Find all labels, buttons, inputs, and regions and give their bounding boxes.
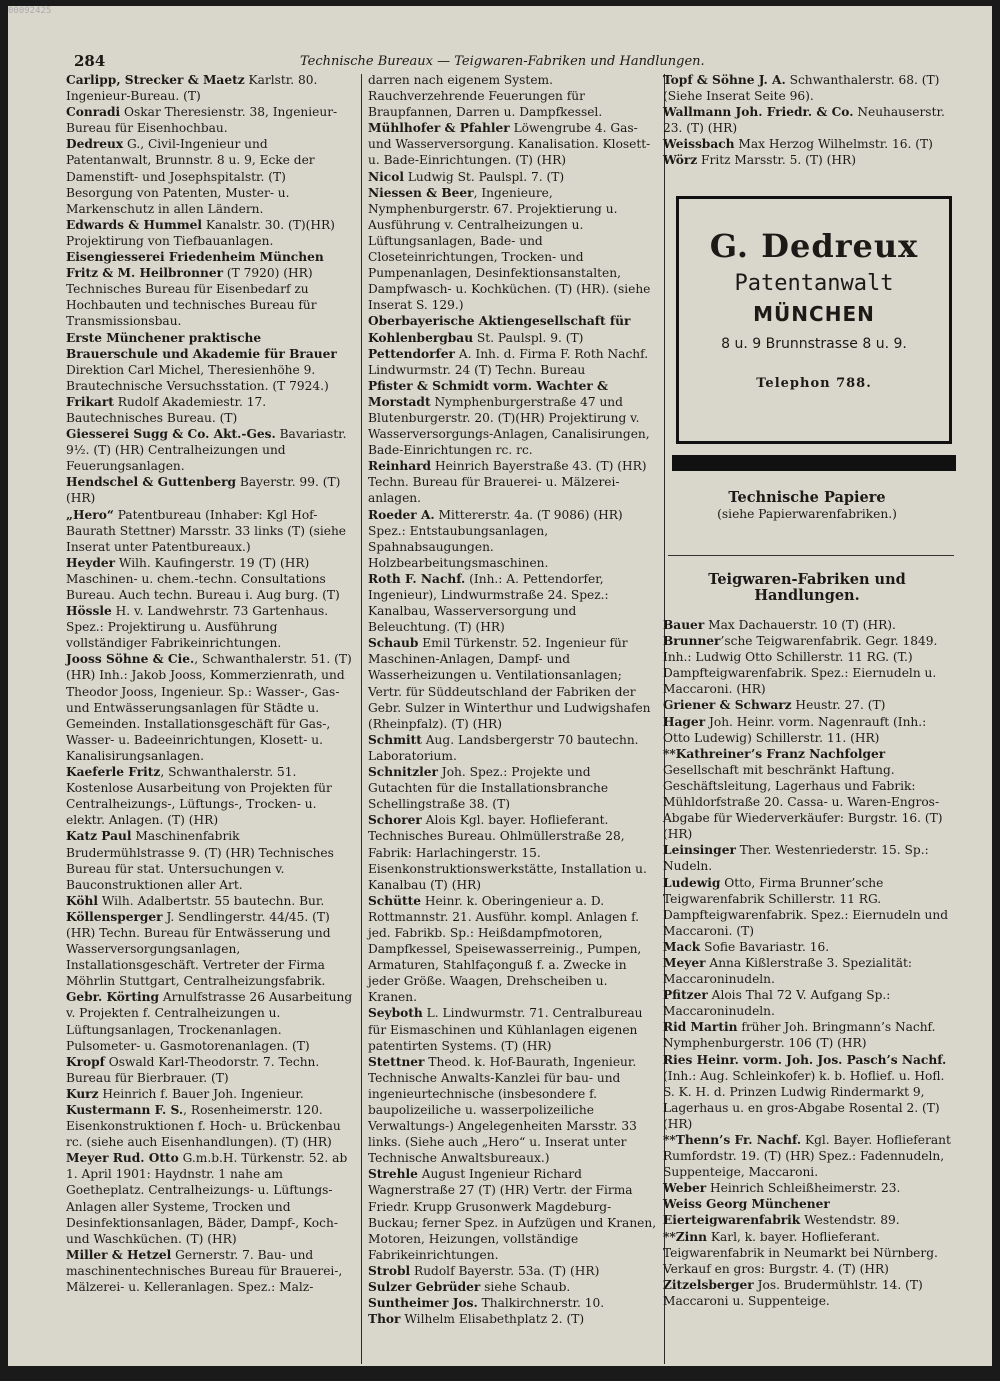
entry-name: Pfister & Schmidt vorm. Wachter & Morstadt xyxy=(368,378,609,409)
directory-entry xyxy=(66,828,354,892)
entry-name: Gebr. Körting xyxy=(66,990,159,1005)
entry-text: Max Herzog Wilhelmstr. 16. (T) xyxy=(734,137,933,152)
entry-name: Weissbach xyxy=(663,137,735,152)
page-header xyxy=(70,52,970,72)
entry-text: Maschinenfabrik Brudermühlstrasse 9. (T) (HR) Technisches Bureau für stat. Untersuchungen v. Bauconstruktionen aller Art. xyxy=(66,829,334,892)
entry-name: Conradi xyxy=(66,105,121,120)
entry-name: Kustermann F. S. xyxy=(66,1103,184,1117)
entry-text: Wilhelm Elisabethplatz 2. (T) xyxy=(400,1312,585,1327)
directory-entry xyxy=(66,507,354,555)
entry-text: Heinrich Bayerstraße 43. (T) (HR) Techn. Bureau für Brauerei- u. Mälzerei-anlagen. xyxy=(368,459,647,506)
directory-entry xyxy=(368,458,658,506)
entry-text: Gesellschaft mit beschränkt Haftung. Geschäftsleitung, Lagerhaus und Fabrik: Mühldorfstraße 20. Cassa- u. Waren-Engros-Abgabe für Wiederverkäufer: Burgstr. 16. (T) (HR) xyxy=(663,762,943,842)
entry-text: Karlstr. 80. Ingenieur-Bureau. (T) xyxy=(66,73,318,104)
entry-text: Jos. Brudermühlstr. 14. (T) Maccaroni u. Suppenteige. xyxy=(663,1277,923,1308)
directory-entry xyxy=(66,104,354,136)
entry-name: Thor xyxy=(368,1312,401,1327)
entry-name: Hendschel & Guttenberg xyxy=(66,475,237,490)
entry-name: Mühlhofer & Pfahler xyxy=(368,121,510,136)
scan-code: 00092425 xyxy=(8,6,52,16)
column-middle xyxy=(368,72,658,1327)
directory-entry xyxy=(663,72,951,104)
entry-name: Pettendorfer xyxy=(368,346,455,361)
directory-entry xyxy=(663,136,951,152)
entry-text: Sofie Bavariastr. 16. xyxy=(700,939,830,954)
directory-entry xyxy=(66,72,354,104)
directory-entry xyxy=(368,764,658,812)
entry-name: Roeder A. xyxy=(368,507,435,522)
entry-text: , Schwanthalerstr. 51. Kostenlose Ausarbeitung von Projekten für Centralheizungs-, Lüftungs-, Trocken- u. elektr. Anlagen. (T) (HR) xyxy=(66,765,332,828)
entry-name: Kurz xyxy=(66,1086,99,1101)
entry-text: Ludwig St. Paulspl. 7. (T) xyxy=(403,169,565,184)
entry-text: G.m.b.H. Türkenstr. 52. ab 1. April 1901: Haydnstr. 1 nahe am Goetheplatz. Centralheizungs- u. Lüftungs-Anlagen aller Systeme, Trocken und Desinfektionsanlagen, Bäder, Dampf-, Koch- und Waschküchen. (T) (HR) xyxy=(66,1151,348,1246)
section-heading: Teigwaren-Fabriken und Handlungen. xyxy=(708,571,906,605)
entry-text: Bayerstr. 99. (T) (HR) xyxy=(66,475,341,506)
black-divider xyxy=(672,455,956,471)
entry-text: Löwengrube 4. Gas- und Wasserversorgung. Kanalisation. Klosett- u. Bade-Einrichtungen. (T) (HR) xyxy=(368,121,651,168)
entry-text: Wilh. Kaufingerstr. 19 (T) (HR) Maschinen- u. chem.-techn. Consultations Bureau. Auch techn. Bureau i. Aug burg. (T) xyxy=(66,555,340,602)
directory-entry xyxy=(66,1086,354,1102)
directory-entry xyxy=(66,764,354,828)
entry-text: Ther. Westenriederstr. 15. Sp.: Nudeln. xyxy=(663,843,929,874)
ad-title: Patentanwalt xyxy=(734,271,894,296)
directory-entry xyxy=(368,120,658,168)
entry-text: Aug. Landsbergerstr 70 bautechn. Laboratorium. xyxy=(368,732,639,763)
entry-name: Köhl xyxy=(66,893,98,908)
ad-address: 8 u. 9 Brunnstrasse 8 u. 9. xyxy=(721,336,907,352)
entry-text: Thalkirchnerstr. 10. xyxy=(477,1296,605,1311)
directory-entry xyxy=(663,875,951,939)
entry-name: Frikart xyxy=(66,394,114,409)
entry-text: Max Dachauerstr. 10 (T) (HR). xyxy=(704,618,896,632)
directory-entry xyxy=(663,1229,951,1277)
directory-entry xyxy=(663,955,951,987)
entry-name: Hössle xyxy=(66,604,112,619)
directory-entry xyxy=(368,169,658,185)
entry-text: Gernerstr. 7. Bau- und maschinentechnisches Bureau für Brauerei-, Mälzerei- u. Kelleranlagen. Spez.: Malz- xyxy=(66,1247,343,1295)
entry-name: Carlipp, Strecker & Maetz xyxy=(66,73,245,87)
entry-text: H. v. Landwehrstr. 73 Gartenhaus. Spez.: Projektirung u. Ausführung vollständiger Fabrikeinrichtungen. xyxy=(66,604,329,651)
entry-text: Westendstr. 89. xyxy=(800,1213,900,1228)
entry-name: Wallmann Joh. Friedr. & Co. xyxy=(663,105,854,120)
entry-name: Schorer xyxy=(368,813,422,828)
directory-entry xyxy=(66,249,354,329)
directory-entry xyxy=(66,909,354,989)
advertisement-dedreux xyxy=(676,196,952,444)
directory-entry xyxy=(368,812,658,892)
entry-text: darren nach eigenem System. Rauchverzehrende Feuerungen für Braupfannen, Darren u. Dampfkessel. xyxy=(368,73,603,120)
directory-entry xyxy=(66,893,354,909)
directory-entry xyxy=(368,72,658,120)
entry-name: Erste Münchener praktische Brauerschule und Akademie für Brauer xyxy=(66,330,337,361)
section-note: (siehe Papierwarenfabriken.) xyxy=(717,507,897,522)
directory-entry xyxy=(663,714,951,746)
directory-entry xyxy=(368,1311,658,1327)
entry-name: Meyer xyxy=(663,955,706,970)
directory-entry xyxy=(663,1052,951,1132)
entry-text: Emil Türkenstr. 52. Ingenieur für Maschinen-Anlagen, Dampf- und Wasserheizungen u. Ventilationsanlagen; Vertr. für Süddeutschland der Fabriken der Gebr. Sulzer in Winterthur und Ludwigshafen (Rheinpfalz). (T) (HR) xyxy=(368,636,651,731)
entry-name: **Thenn’s Fr. Nachf. xyxy=(663,1133,802,1147)
entry-name: Jooss Söhne & Cie. xyxy=(66,652,195,667)
entry-name: Bauer xyxy=(663,618,705,632)
entry-text: Rudolf Akademiestr. 17. Bautechnisches Bureau. (T) xyxy=(66,394,267,425)
ad-name: G. Dedreux xyxy=(709,227,919,265)
entry-text: Patentbureau (Inhaber: Kgl Hof-Baurath Stettner) Marsstr. 33 links (T) (siehe Inserat unter Patentbureaux.) xyxy=(66,507,347,554)
directory-entry xyxy=(66,474,354,506)
column-right-top xyxy=(663,72,951,169)
directory-entry xyxy=(368,732,658,764)
entry-text: Direktion Carl Michel, Theresienhöhe 9. Brautechnische Versuchsstation. (T 7924.) xyxy=(66,362,329,393)
entry-name: Strehle xyxy=(368,1167,418,1182)
entry-name: Edwards & Hummel xyxy=(66,217,203,232)
running-title: Technische Bureaux — Teigwaren-Fabriken und Handlungen. xyxy=(300,54,705,69)
directory-entry xyxy=(663,1277,951,1309)
entry-text: (Inh.: A. Pettendorfer, Ingenieur), Lindwurmstraße 24. Spez.: Kanalbau, Wasserversorgung und Beleuchtung. (T) (HR) xyxy=(368,571,609,635)
section-papiere xyxy=(663,490,951,522)
directory-entry xyxy=(66,136,354,216)
directory-entry xyxy=(368,507,658,571)
directory-entry xyxy=(368,1166,658,1263)
directory-entry xyxy=(66,330,354,394)
directory-entry xyxy=(368,346,658,378)
entry-name: Kaeferle Fritz xyxy=(66,765,161,780)
entry-text: Schwanthalerstr. 68. (T) (Siehe Inserat Seite 96). xyxy=(663,73,940,104)
entry-name: Suntheimer Jos. xyxy=(368,1296,478,1311)
entry-name: Seyboth xyxy=(368,1006,423,1021)
directory-entry xyxy=(66,1150,354,1247)
directory-entry xyxy=(663,152,951,168)
entry-name: Nicol xyxy=(368,169,404,184)
directory-entry xyxy=(368,1005,658,1053)
entry-text: Heustr. 27. (T) xyxy=(791,698,886,713)
entry-name: Katz Paul xyxy=(66,829,132,844)
entry-text: Heinrich f. Bauer Joh. Ingenieur. xyxy=(98,1086,304,1101)
entry-name: Reinhard xyxy=(368,459,432,474)
directory-entry xyxy=(368,893,658,1006)
directory-entry xyxy=(368,1054,658,1167)
entry-text: Kanalstr. 30. (T)(HR) Projektirung von Tiefbauanlagen. xyxy=(66,217,335,248)
directory-entry xyxy=(66,1054,354,1086)
entry-name: Leinsinger xyxy=(663,843,736,858)
directory-entry xyxy=(663,842,951,874)
entry-text: siehe Schaub. xyxy=(480,1280,571,1295)
entry-text: Joh. Spez.: Projekte und Gutachten für die Installationsbranche Schellingstraße 38. (T) xyxy=(368,765,609,812)
entry-name: Niessen & Beer xyxy=(368,185,474,200)
directory-entry xyxy=(663,697,951,713)
entry-name: „Hero“ xyxy=(66,507,114,522)
entry-name: Schaub xyxy=(368,636,419,651)
column-rule xyxy=(361,74,362,1364)
entry-name: Eisengiesserei Friedenheim München Fritz & M. Heilbronner xyxy=(66,250,324,281)
entry-text: Wilh. Adalbertstr. 55 bautechn. Bur. xyxy=(97,893,325,908)
directory-entry xyxy=(663,987,951,1019)
directory-entry xyxy=(368,1263,658,1279)
directory-entry xyxy=(66,603,354,651)
entry-name: Roth F. Nachf. xyxy=(368,571,466,586)
directory-entry xyxy=(368,1279,658,1295)
directory-entry xyxy=(66,555,354,603)
entry-text: Theod. k. Hof-Baurath, Ingenieur. Technische Anwalts-Kanzlei für bau- und ingenieurtechnische (insbesondere f. baupolizeiliche u. wasserpolizeiliche Verwaltungs-) Angelegenheiten Marsstr. 33 links. (Siehe auch „Hero“ u. Inserat unter Technische Anwaltsbureaux.) xyxy=(368,1054,637,1166)
entry-text: Nymphenburgerstraße 47 und Blutenburgerstr. 20. (T)(HR) Projektirung v. Wasserversorgungs-Anlagen, Canalisirungen, Bade-Einrichtungen rc. rc. xyxy=(368,394,650,458)
entry-text: (T 7920) (HR) Technisches Bureau für Eisenbedarf zu Hochbauten und technisches Bureau für Transmissionsbau. xyxy=(66,266,317,329)
entry-name: Sulzer Gebrüder xyxy=(368,1280,481,1295)
entry-text: Bavariastr. 9½. (T) (HR) Centralheizungen und Feuerungsanlagen. xyxy=(66,427,347,474)
entry-name: Ludewig xyxy=(663,875,721,890)
entry-name: **Kathreiner’s Franz Nachfolger xyxy=(663,746,886,761)
directory-entry xyxy=(663,617,951,633)
entry-name: Stettner xyxy=(368,1054,425,1069)
section-teigwaren xyxy=(663,572,951,604)
directory-entry xyxy=(663,1019,951,1051)
entry-text: G., Civil-Ingenieur und Patentanwalt, Brunnstr. 8 u. 9, Ecke der Damenstift- und Josephspitalstr. (T) Besorgung von Patenten, Muster- u. Markenschutz in allen Ländern. xyxy=(66,137,315,216)
entry-name: Brunner xyxy=(663,634,721,649)
column-left xyxy=(66,72,354,1295)
directory-entry xyxy=(66,217,354,249)
entry-name: Heyder xyxy=(66,555,116,570)
entry-name: Schnitzler xyxy=(368,765,438,780)
entry-text: Heinrich Schleißheimerstr. 23. xyxy=(706,1181,901,1196)
section-divider xyxy=(668,555,954,556)
entry-text: Alois Kgl. bayer. Hoflieferant. Technisches Bureau. Ohlmüllerstraße 28, Fabrik: Harlachingerstr. 15. Eisenkonstruktionswerkstätte, Installation u. Kanalbau (T) (HR) xyxy=(368,813,647,892)
entry-text: Neuhauserstr. 23. (T) (HR) xyxy=(663,105,945,136)
directory-entry xyxy=(368,571,658,635)
entry-name: Topf & Söhne J. A. xyxy=(663,73,786,87)
entry-text: früher Joh. Bringmann’s Nachf. Nymphenburgerstr. 106 (T) (HR) xyxy=(663,1020,936,1051)
entry-name: Schütte xyxy=(368,893,421,908)
entry-name: Mack xyxy=(663,939,701,954)
entry-text: Kgl. Bayer. Hoflieferant Rumfordstr. 19. (T) (HR) Spez.: Fadennudeln, Suppenteige, Maccaroni. xyxy=(663,1133,951,1180)
entry-text: Fritz Marsstr. 5. (T) (HR) xyxy=(697,153,856,168)
entry-text: (Inh.: Aug. Schleinkofer) k. b. Hoflief. u. Hofl. S. K. H. d. Prinzen Ludwig Rindermarkt 9, Lagerhaus u. en gros-Abgabe Rosental 2. (T) (HR) xyxy=(663,1068,945,1131)
entry-text: Mittererstr. 4a. (T 9086) (HR) Spez.: Entstaubungsanlagen, Spahnabsaugungen. Holzbearbeitungsmaschinen. xyxy=(368,507,623,570)
directory-entry xyxy=(663,1180,951,1196)
entry-name: Hager xyxy=(663,714,706,729)
entry-text: ’sche Teigwarenfabrik. Gegr. 1849. Inh.: Ludwig Otto Schillerstr. 11 RG. (T.) Dampfteigwarenfabrik. Spez.: Eiernudeln u. Maccaroni. (HR) xyxy=(663,634,938,697)
entry-text: Oskar Theresienstr. 38, Ingenieur-Bureau für Eisenhochbau. xyxy=(66,105,338,136)
section-heading: Technische Papiere xyxy=(728,489,886,506)
directory-entry xyxy=(66,426,354,474)
entry-text: , Schwanthalerstr. 51. (T) (HR) Inh.: Jakob Jooss, Kommerzienrath, und Theodor Jooss, Ingenieur. Sp.: Wasser-, Gas- und Entwässerungsanlagen für Städte u. Gemeinden. Installationsgeschäft für Gas-, Wasser- u. Badeeinrichtungen, Klosett- u. Kanalisirungsanlagen. xyxy=(66,652,352,763)
entry-text: J. Sendlingerstr. 44/45. (T) (HR) Techn. Bureau für Entwässerung und Wasserversorgungsanlagen, Installationsgeschäft. Vertreter der Firma Möhrlin Stuttgart, Centralheizungsfabrik. xyxy=(66,909,331,989)
entry-name: Rid Martin xyxy=(663,1020,738,1035)
entry-name: Kropf xyxy=(66,1054,105,1069)
entry-name: Meyer Rud. Otto xyxy=(66,1151,179,1166)
entry-name: **Zinn xyxy=(663,1229,707,1244)
entry-text: Karl, k. bayer. Hoflieferant. Teigwarenfabrik in Neumarkt bei Nürnberg. Verkauf en gros: Burgstr. 4. (T) (HR) xyxy=(663,1229,938,1276)
entry-text: , Rosenheimerstr. 120. Eisenkonstruktionen f. Hoch- u. Brückenbau rc. (siehe auch Eisenhandlungen). (T) (HR) xyxy=(66,1103,341,1150)
entry-name: Zitzelsberger xyxy=(663,1277,754,1292)
entry-text: Otto, Firma Brunner’sche Teigwarenfabrik Schillerstr. 11 RG. Dampfteigwarenfabrik. Spez.: Eiernudeln und Maccaroni. (T) xyxy=(663,875,949,938)
directory-entry xyxy=(66,651,354,764)
directory-entry xyxy=(368,313,658,345)
ad-city: MÜNCHEN xyxy=(753,302,875,326)
ad-phone: Telephon 788. xyxy=(756,376,872,391)
directory-entry xyxy=(663,746,951,843)
directory-entry xyxy=(66,394,354,426)
directory-entry xyxy=(368,378,658,458)
entry-name: Giesserei Sugg & Co. Akt.-Ges. xyxy=(66,427,276,442)
entry-name: Strobl xyxy=(368,1263,411,1278)
entry-name: Miller & Hetzel xyxy=(66,1247,172,1262)
entry-text: Rudolf Bayerstr. 53a. (T) (HR) xyxy=(410,1263,600,1278)
entry-text: August Ingenieur Richard Wagnerstraße 27 (T) (HR) Vertr. der Firma Friedr. Krupp Grusonwerk Magdeburg-Buckau; ferner Spez. in Aufzügen und Kranen, Motoren, Heizungen, vollständige Fabrikeinrichtungen. xyxy=(368,1167,657,1262)
directory-entry xyxy=(663,633,951,697)
column-right-bottom xyxy=(663,617,951,1309)
directory-entry xyxy=(368,1295,658,1311)
entry-text: St. Paulspl. 9. (T) xyxy=(473,330,584,345)
entry-text: Oswald Karl-Theodorstr. 7. Techn. Bureau für Bierbrauer. (T) xyxy=(66,1054,320,1085)
entry-text: , Ingenieure, Nymphenburgerstr. 67. Projektierung u. Ausführung v. Centralheizungen u. Lüftungsanlagen, Bade- und Closeteinrichtungen, Trocken- und Pumpenanlagen, Desinfektionsanstalten, Dampfwasch- u. Kochküchen. (T) (HR). (siehe Inserat S. 129.) xyxy=(368,185,651,313)
entry-name: Weiss Georg Münchener Eierteigwarenfabrik xyxy=(663,1197,830,1228)
entry-text: Alois Thal 72 V. Aufgang Sp.: Maccaroninudeln. xyxy=(663,988,891,1019)
directory-entry xyxy=(66,989,354,1053)
entry-text: Arnulfstrasse 26 Ausarbeitung v. Projekten f. Centralheizungen u. Lüftungsanlagen, Trockenanlagen. Pulsometer- u. Gasmotorenanlagen. (T) xyxy=(66,990,353,1053)
entry-name: Wörz xyxy=(663,153,698,168)
entry-text: Anna Kißlerstraße 3. Spezialität: Maccaroninudeln. xyxy=(663,955,912,987)
entry-name: Weber xyxy=(663,1181,707,1196)
entry-name: Schmitt xyxy=(368,732,422,747)
entry-name: Griener & Schwarz xyxy=(663,698,792,713)
page-number: 284 xyxy=(74,52,106,70)
directory-entry xyxy=(368,185,658,314)
entry-text: A. Inh. d. Firma F. Roth Nachf. Lindwurmstr. 24 (T) Techn. Bureau xyxy=(368,346,649,377)
entry-name: Oberbayerische Aktiengesellschaft für Kohlenbergbau xyxy=(368,314,631,345)
directory-entry xyxy=(368,635,658,732)
directory-entry xyxy=(663,1132,951,1180)
entry-name: Köllensperger xyxy=(66,909,163,924)
directory-entry xyxy=(663,939,951,955)
directory-entry xyxy=(66,1247,354,1295)
directory-entry xyxy=(663,1196,951,1228)
entry-text: Joh. Heinr. vorm. Nagenrauft (Inh.: Otto Ludewig) Schillerstr. 11. (HR) xyxy=(663,714,927,745)
entry-text: Heinr. k. Oberingenieur a. D. Rottmannstr. 21. Ausführ. kompl. Anlagen f. jed. Fabrikb. Sp.: Heißdampfmotoren, Dampfkessel, Speisewasserreinig., Pumpen, Armaturen, Stahlfaçonguß f. a. Zwecke in jeder Größe. Waagen, Drehscheiben u. Kranen. xyxy=(368,893,642,1005)
directory-entry xyxy=(66,1102,354,1150)
directory-entry xyxy=(663,104,951,136)
entry-name: Dedreux xyxy=(66,137,124,152)
entry-name: Ries Heinr. vorm. Joh. Jos. Pasch’s Nachf. xyxy=(663,1052,947,1067)
entry-name: Pfitzer xyxy=(663,988,708,1003)
entry-text: L. Lindwurmstr. 71. Centralbureau für Eismaschinen und Kühlanlagen eigenen patentirten Systems. (T) (HR) xyxy=(368,1006,643,1053)
